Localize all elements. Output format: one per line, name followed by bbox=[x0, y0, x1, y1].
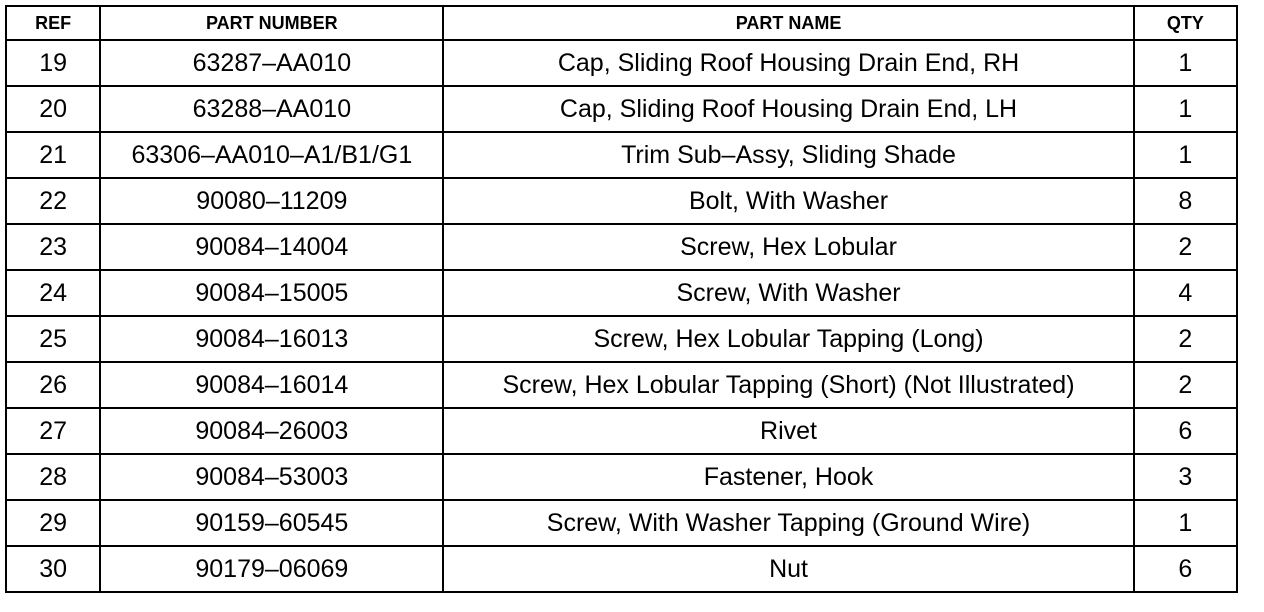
table-body bbox=[6, 40, 1237, 592]
table-row bbox=[6, 316, 1237, 362]
ref-header: REF bbox=[6, 6, 100, 40]
qty-cell: 2 bbox=[1134, 224, 1237, 270]
ref-cell: 25 bbox=[6, 316, 100, 362]
qty-cell: 1 bbox=[1134, 500, 1237, 546]
part-name-cell: Cap, Sliding Roof Housing Drain End, RH bbox=[443, 40, 1133, 86]
part-name-cell: Cap, Sliding Roof Housing Drain End, LH bbox=[443, 86, 1133, 132]
qty-cell: 2 bbox=[1134, 316, 1237, 362]
qty-cell: 1 bbox=[1134, 40, 1237, 86]
ref-cell: 21 bbox=[6, 132, 100, 178]
ref-cell: 26 bbox=[6, 362, 100, 408]
part-name-cell: Screw, Hex Lobular Tapping (Long) bbox=[443, 316, 1133, 362]
parts-table bbox=[5, 5, 1238, 593]
part-name-cell: Fastener, Hook bbox=[443, 454, 1133, 500]
part-name-cell: Screw, Hex Lobular Tapping (Short) (Not Illustrated) bbox=[443, 362, 1133, 408]
part-number-cell: 90084–26003 bbox=[100, 408, 443, 454]
table-row bbox=[6, 86, 1237, 132]
table-row bbox=[6, 178, 1237, 224]
table-row bbox=[6, 40, 1237, 86]
qty-cell: 6 bbox=[1134, 408, 1237, 454]
qty-cell: 8 bbox=[1134, 178, 1237, 224]
table-row bbox=[6, 132, 1237, 178]
part-number-cell: 90084–16013 bbox=[100, 316, 443, 362]
header-row bbox=[6, 6, 1237, 40]
ref-cell: 24 bbox=[6, 270, 100, 316]
part-number-header: PART NUMBER bbox=[100, 6, 443, 40]
part-number-cell: 63288–AA010 bbox=[100, 86, 443, 132]
part-number-cell: 90159–60545 bbox=[100, 500, 443, 546]
table-row bbox=[6, 408, 1237, 454]
table-row bbox=[6, 500, 1237, 546]
qty-cell: 2 bbox=[1134, 362, 1237, 408]
part-name-cell: Rivet bbox=[443, 408, 1133, 454]
qty-cell: 1 bbox=[1134, 86, 1237, 132]
ref-cell: 30 bbox=[6, 546, 100, 592]
qty-cell: 4 bbox=[1134, 270, 1237, 316]
ref-cell: 23 bbox=[6, 224, 100, 270]
qty-cell: 6 bbox=[1134, 546, 1237, 592]
part-number-cell: 90084–14004 bbox=[100, 224, 443, 270]
table-row bbox=[6, 224, 1237, 270]
part-number-cell: 90084–53003 bbox=[100, 454, 443, 500]
part-name-cell: Screw, With Washer Tapping (Ground Wire) bbox=[443, 500, 1133, 546]
part-number-cell: 90084–15005 bbox=[100, 270, 443, 316]
table-header bbox=[6, 6, 1237, 40]
part-name-cell: Screw, Hex Lobular bbox=[443, 224, 1133, 270]
qty-header: QTY bbox=[1134, 6, 1237, 40]
part-number-cell: 90080–11209 bbox=[100, 178, 443, 224]
table-row bbox=[6, 454, 1237, 500]
part-number-cell: 90084–16014 bbox=[100, 362, 443, 408]
qty-cell: 1 bbox=[1134, 132, 1237, 178]
part-name-cell: Bolt, With Washer bbox=[443, 178, 1133, 224]
ref-cell: 20 bbox=[6, 86, 100, 132]
part-name-header: PART NAME bbox=[443, 6, 1133, 40]
table-row bbox=[6, 546, 1237, 592]
qty-cell: 3 bbox=[1134, 454, 1237, 500]
part-number-cell: 63306–AA010–A1/B1/G1 bbox=[100, 132, 443, 178]
ref-cell: 27 bbox=[6, 408, 100, 454]
ref-cell: 19 bbox=[6, 40, 100, 86]
table-row bbox=[6, 362, 1237, 408]
ref-cell: 29 bbox=[6, 500, 100, 546]
ref-cell: 22 bbox=[6, 178, 100, 224]
ref-cell: 28 bbox=[6, 454, 100, 500]
part-name-cell: Nut bbox=[443, 546, 1133, 592]
part-number-cell: 63287–AA010 bbox=[100, 40, 443, 86]
part-name-cell: Screw, With Washer bbox=[443, 270, 1133, 316]
part-number-cell: 90179–06069 bbox=[100, 546, 443, 592]
table-row bbox=[6, 270, 1237, 316]
part-name-cell: Trim Sub–Assy, Sliding Shade bbox=[443, 132, 1133, 178]
